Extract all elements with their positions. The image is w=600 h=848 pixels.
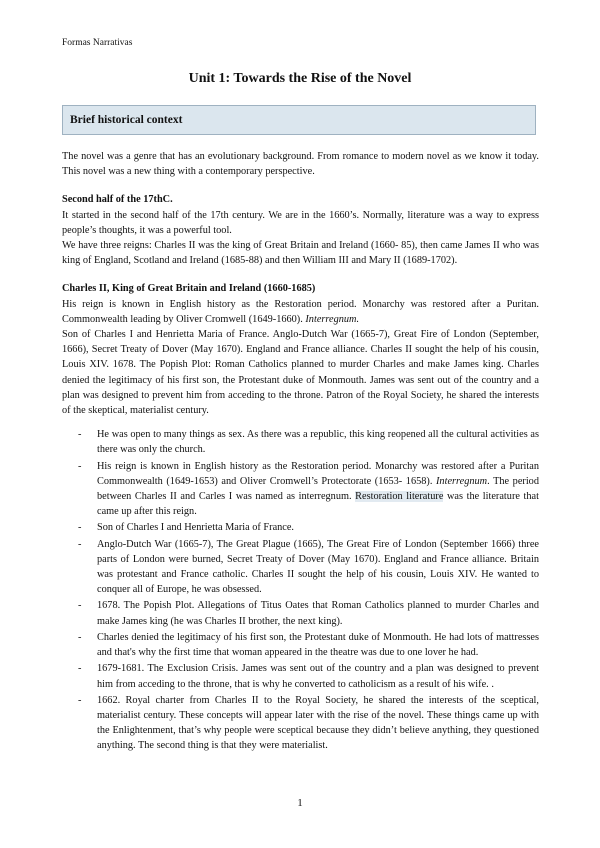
section-17th-para2: We have three reigns: Charles II was the king of Great Britain and Ireland (1660- 85), then came James II who was king of England, Scotland and Ireland (1685-88) and then William III and Mary II (1689-1702). (62, 240, 539, 267)
page-number: 1 (297, 797, 303, 809)
list-item: - Son of Charles I and Henrietta Maria of France. (62, 520, 539, 535)
section-box-label: Brief historical context (70, 114, 183, 126)
list-item (62, 459, 539, 520)
intro-paragraph: The novel was a genre that has an evolutionary background. From romance to modern novel as we know it today. This novel was a new thing with a contemporary perspective. (62, 151, 539, 178)
list-item: - Charles denied the legitimacy of his first son, the Protestant duke of Monmouth. He had lots of mattresses and that's why the first time that woman appeared in the theatre was due to one lover he had. (62, 630, 539, 660)
section-charles-heading: Charles II, King of Great Britain and Ireland (1660-1685) (62, 283, 316, 295)
section-charles-para1 (62, 297, 539, 327)
bullet-text: was the literature that came up after this reign. (97, 491, 539, 518)
body-content (62, 149, 539, 755)
bullet-italic: Interregnum (436, 475, 488, 487)
list-item: - Anglo-Dutch War (1665-7), The Great Plague (1665), The Great Fire of London (September 1666) three parts of London were burned, Secret Treaty of Dover (May 1670). England and France alliance. Britain was protestant and France catholic. Charles II sought the help of his cousin, Louis XIV. He wanted to conquer all of Europe, he was obsessed. (62, 537, 539, 598)
highlighted-text: Restoration literature (355, 491, 444, 503)
section-box (62, 105, 536, 135)
section-17th-heading: Second half of the 17thC. (62, 194, 173, 206)
list-item: - 1662. Royal charter from Charles II to the Royal Society, he shared the interests of the sceptical, materialist century. These concepts will appear later with the rise of the novel. These things came up with the Enlightenment, that’s why people were sceptical because they didn’t believe anything, they questioned anything. The second thing is that they were materialist. (62, 693, 539, 754)
bullet-text: . The period between Charles II and Carles I was named as interregnum. (97, 475, 539, 503)
running-header: Formas Narrativas (62, 38, 133, 48)
list-item: - 1679-1681. The Exclusion Crisis. James was sent out of the country and a plan was designed to prevent him from acceding to the throne, that is why he converted to catholicism as a result of his wife. . (62, 661, 539, 691)
bullet-text: His reign is known in English history as the Restoration period. Monarchy was restored after a Puritan Commonwealth (1649-1653) and Oliver Cromwell’s Protectorate (1653- 1658). (97, 460, 539, 487)
para1-text: His reign is known in English history as the Restoration period. Monarchy was restored after a Puritan. Commonwealth leading by Oliver Cromwell (1649-1660). (62, 298, 539, 325)
notes-list (62, 427, 539, 753)
unit-title: Unit 1: Towards the Rise of the Novel (188, 71, 412, 86)
interregnum-italic: Interregnum. (305, 313, 360, 325)
section-charles-para2: Son of Charles I and Henrietta Maria of France. Anglo-Dutch War (1665-7), Great Fire of London (September, 1666), Secret Treaty of Dover (May 1670). England and France alliance. Charles II sought the help of his cousin, Louis XIV. 1678. The Popish Plot: Roman Catholics planned to murder Charles and make James king. Charles denied the legitimacy of his first son, the Protestant duke of Monmouth. James was sent out of the country and a plan was designed to prevent him from acceding to the throne. Patron of the Royal Society, he shared the interests of the skeptical, materialist century. (62, 329, 539, 417)
list-item: - 1678. The Popish Plot. Allegations of Titus Oates that Roman Catholics planned to murder Charles and make James king (he was Charles II brother, the next king). (62, 598, 539, 628)
section-17th-para1: It started in the second half of the 17th century. We are in the 1660’s. Normally, literature was a way to express people’s thoughts, it was a powerful tool. (62, 209, 539, 236)
list-item: - He was open to many things as sex. As there was a republic, this king reopened all the cultural activities as there was only the church. (62, 427, 539, 457)
